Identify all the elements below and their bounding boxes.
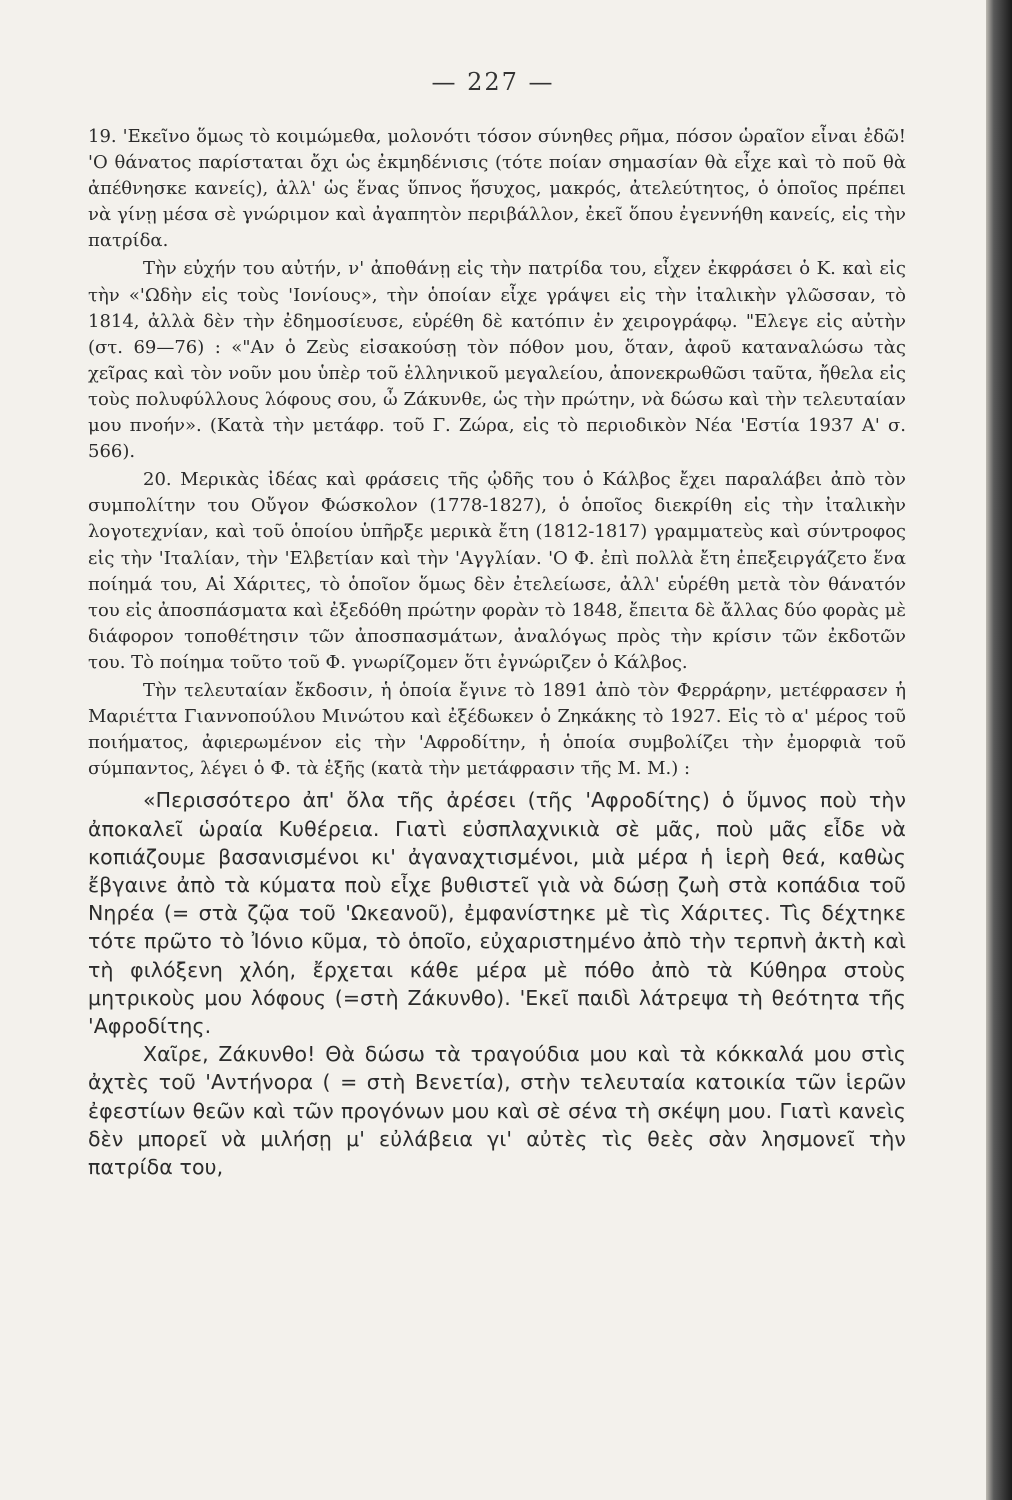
quoted-translation-paragraph: «Περισσότερο ἀπ' ὅλα τῆς ἀρέσει (τῆς 'Αφροδίτης) ὁ ὕμνος ποὺ τὴν ἀποκαλεῖ ὡραία Κυθέρεια. Γιατὶ εὐσπλαχνικιὰ σὲ μᾶς, ποὺ μᾶς εἶδε νὰ κοπιάζουμε βασανισμένοι κι' ἀγαναχτισμένοι, μιὰ μέρα ἡ ἱερὴ θεά, καθὼς ἔβγαινε ἀπὸ τὰ κύματα ποὺ εἶχε βυθιστεῖ γιὰ νὰ δώσῃ ζωὴ στὰ κοπάδια τοῦ Νηρέα (= στὰ ζῷα τοῦ 'Ωκεανοῦ), ἐμφανίστηκε μὲ τὶς Χάριτες. Τὶς δέχτηκε τότε πρῶτο τὸ Ἰόνιο κῦμα, τὸ ὁποῖο, εὐχαριστημένο ἀπὸ τὴν τερπνὴ ἀκτὴ καὶ τὴ φιλόξενη χλόη, ἔρχεται κάθε μέρα μὲ πόθο ἀπὸ τὰ Κύθηρα στοὺς μητρικοὺς μου λόφους (=στὴ Ζάκυνθο). 'Εκεῖ παιδὶ λάτρεψα τὴ θεότητα τῆς 'Αφροδίτης. [88,788,906,1038]
note-19-paragraph: 19. 'Εκεῖνο ὅμως τὸ κοιμώμεθα, μολονότι τόσον σύνηθες ρῆμα, πόσον ὡραῖον εἶναι ἐδῶ! 'Ο θάνατος παρίσταται ὄχι ὡς ἐκμηδένισις (τότε ποίαν σημασίαν θὰ εἶχε καὶ τὸ ποῦ θὰ ἀπέθνησκε κανείς), ἀλλ' ὡς ἕνας ὕπνος ἥσυχος, μακρός, ἀτελεύτητος, ὁ ὁποῖος πρέπει νὰ γίνῃ μέσα σὲ γνώριμον καὶ ἀγαπητὸν περιβάλλον, ἐκεῖ ὅπου ἐγεννήθη κανείς, εἰς τὴν πατρίδα. [88,126,906,252]
translation-edition-paragraph: Τὴν τελευταίαν ἔκδοσιν, ἡ ὁποία ἔγινε τὸ 1891 ἀπὸ τὸν Φερράρην, μετέφρασεν ἡ Μαριέττα Γιαννοπούλου Μινώτου καὶ ἐξέδωκεν ὁ Ζηκάκης τὸ 1927. Εἰς τὸ α' μέρος τοῦ ποιήματος, ἀφιερωμένον εἰς τὴν 'Αφροδίτην, ἡ ὁποία συμβολίζει τὴν ἐμορφιὰ τοῦ σύμπαντος, λέγει ὁ Φ. τὰ ἑξῆς (κατὰ τὴν μετάφρασιν τῆς Μ. Μ.) : [88,679,906,780]
note-20-paragraph: 20. Μερικὰς ἰδέας καὶ φράσεις τῆς ᾠδῆς του ὁ Κάλβος ἔχει παραλάβει ἀπὸ τὸν συμπολίτην του Οὔγον Φώσκολον (1778-1827), ὁ ὁποῖος διεκρίθη εἰς τὴν ἰταλικὴν λογοτεχνίαν, καὶ τοῦ ὁποίου ὑπῆρξε μερικὰ ἔτη (1812-1817) γραμματεὺς καὶ σύντροφος εἰς τὴν 'Ιταλίαν, τὴν 'Ελβετίαν καὶ τὴν 'Αγγλίαν. 'Ο Φ. ἐπὶ πολλὰ ἔτη ἐπεξειργάζετο ἕνα ποίημά του, Αἱ Χάριτες, τὸ ὁποῖον ὅμως δὲν ἐτελείωσε, ἀλλ' εὑρέθη μετὰ τὸν θάνατόν του εἰς ἀποσπάσματα καὶ ἐξεδόθη πρώτην φορὰν τὸ 1848, ἔπειτα δὲ ἄλλας δύο φορὰς μὲ διάφορον τοποθέτησιν τῶν ἀποσπασμάτων, ἀναλόγως πρὸς τὴν κρίσιν τῶν ἐκδοτῶν του. Τὸ ποίημα τοῦτο τοῦ Φ. γνωρίζομεν ὅτι ἐγνώριζεν ὁ Κάλβος. [88,469,906,673]
page-number-header: — 227 — [431,68,555,96]
ode-wish-paragraph: Τὴν εὐχήν του αὐτήν, ν' ἀποθάνῃ εἰς τὴν πατρίδα του, εἶχεν ἐκφράσει ὁ Κ. καὶ εἰς τὴν «'Ωδὴν εἰς τοὺς 'Ιονίους», τὴν ὁποίαν εἶχε γράψει εἰς τὴν ἰταλικὴν γλῶσσαν, τὸ 1814, ἀλλὰ δὲν τὴν ἐδημοσίευσε, εὑρέθη δὲ κατόπιν ἐν χειρογράφῳ. "Ελεγε εἰς αὐτὴν (στ. 69—76) : «"Αν ὁ Ζεὺς εἰσακούσῃ τὸν πόθον μου, ὅταν, ἀφοῦ καταναλώσω τὰς χεῖρας καὶ τὸν νοῦν μου ὑπὲρ τοῦ ἑλληνικοῦ μεγαλείου, ἀπονεκρωθῶσι ταῦτα, ἤθελα εἰς τοὺς πολυφύλλους λόφους σου, ὦ Ζάκυνθε, ὡς τὴν πρώτην, νὰ δώσω καὶ τὴν τελευταίαν μου πνοήν». (Κατὰ τὴν μετάφρ. τοῦ Γ. Ζώρα, εἰς τὸ περιοδικὸν Νέα 'Εστία 1937 Α' σ. 566). [88,258,906,463]
page-edge-shadow [986,0,1012,1500]
quoted-zakynthos-paragraph: Χαῖρε, Ζάκυνθο! Θὰ δώσω τὰ τραγούδια μου καὶ τὰ κόκκαλά μου στὶς ἀχτὲς τοῦ 'Αντήνορα ( = στὴ Βενετία), στὴν τελευταία κατοικία τῶν ἱερῶν ἐφεστίων θεῶν καὶ τῶν προγόνων μου καὶ σὲ σένα τὴ σκέψη μου. Γιατὶ κανεὶς δὲν μπορεῖ νὰ μιλήσῃ μ' εὐλάβεια γι' αὐτὲς τὶς θεὲς σὰν λησμονεῖ τὴν πατρίδα του, [88,1042,906,1179]
body-text [88,124,906,1181]
